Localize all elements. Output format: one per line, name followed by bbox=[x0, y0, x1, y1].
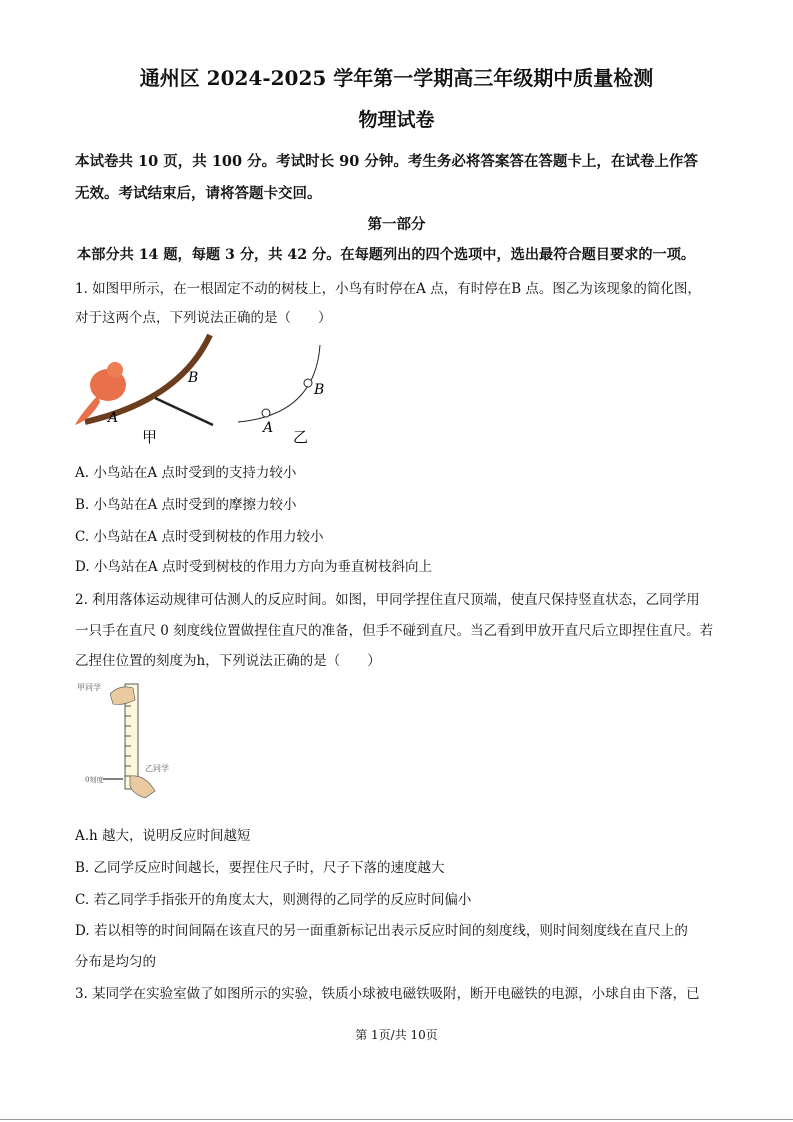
question-text: 2. 利用落体运动规律可估测人的反应时间。如图，甲同学捏住直尺顶端，使直尺保持竖直状态，乙同学用 bbox=[75, 592, 700, 608]
option-d: D. 若以相等的时间间隔在该直尺的另一面重新标记出表示反应时间的刻度线，则时间刻度线在直尺上的 bbox=[75, 923, 688, 939]
option-d: D. 小鸟站在A 点时受到树枝的作用力方向为垂直树枝斜向上 bbox=[75, 559, 432, 575]
label-yi: 乙同学 bbox=[145, 764, 169, 773]
question-text: 3. 某同学在实验室做了如图所示的实验，铁质小球被电磁铁吸附，断开电磁铁的电源，小球自由下落，已 bbox=[75, 986, 700, 1002]
option-b: B. 乙同学反应时间越长，要捏住尺子时，尺子下落的速度越大 bbox=[75, 860, 445, 876]
part-heading: 第一部分 bbox=[367, 216, 426, 233]
part-description: 本部分共 14 题，每题 3 分，共 42 分。在每题列出的四个选项中，选出最符合题目要求的一项。 bbox=[77, 247, 696, 263]
option-a: A. 小鸟站在A 点时受到的支持力较小 bbox=[75, 465, 297, 481]
question-text: 对于这两个点，下列说法正确的是（ ） bbox=[75, 310, 332, 326]
option-a: A.h 越大，说明反应时间越短 bbox=[75, 828, 251, 844]
option-c: C. 小鸟站在A 点时受到树枝的作用力较小 bbox=[75, 529, 324, 545]
instruction-line: 本试卷共 10 页，共 100 分。考试时长 90 分钟。考生务必将答案答在答题卡上，在试卷上作答 bbox=[75, 153, 698, 170]
label-b: B bbox=[188, 370, 199, 386]
bird-branch-figure bbox=[70, 330, 340, 450]
page-footer: 第 1页/共 10页 bbox=[355, 1028, 438, 1042]
exam-subtitle: 物理试卷 bbox=[358, 109, 435, 131]
caption-jia: 甲 bbox=[142, 428, 158, 446]
exam-title: 通州区 2024-2025 学年第一学期高三年级期中质量检测 bbox=[139, 66, 654, 90]
label-zero: 0刻度 bbox=[85, 776, 104, 784]
question-text: 1. 如图甲所示，在一根固定不动的树枝上，小鸟有时停在A 点，有时停在B 点。图乙为该现象的简化图， bbox=[75, 281, 701, 297]
hand-icon bbox=[130, 776, 155, 798]
question-text: 一只手在直尺 0 刻度线位置做捏住直尺的准备，但手不碰到直尺。当乙看到甲放开直尺后立即捏住直尺。若 bbox=[75, 623, 714, 639]
label-jia: 甲同学 bbox=[77, 683, 101, 692]
instruction-line: 无效。考试结束后，请将答题卡交回。 bbox=[75, 185, 322, 202]
label-a: A bbox=[108, 410, 119, 426]
option-b: B. 小鸟站在A 点时受到的摩擦力较小 bbox=[75, 497, 297, 513]
label-b: B bbox=[314, 382, 325, 398]
divider bbox=[0, 1119, 793, 1120]
ruler-figure bbox=[75, 676, 185, 806]
label-a: A bbox=[263, 420, 274, 436]
option-c: C. 若乙同学手指张开的角度太大，则测得的乙同学的反应时间偏小 bbox=[75, 892, 472, 908]
option-d-cont: 分布是均匀的 bbox=[75, 954, 156, 970]
hand-icon bbox=[110, 687, 135, 705]
question-text: 乙捏住位置的刻度为h，下列说法正确的是（ ） bbox=[75, 653, 381, 669]
caption-yi: 乙 bbox=[293, 428, 309, 446]
